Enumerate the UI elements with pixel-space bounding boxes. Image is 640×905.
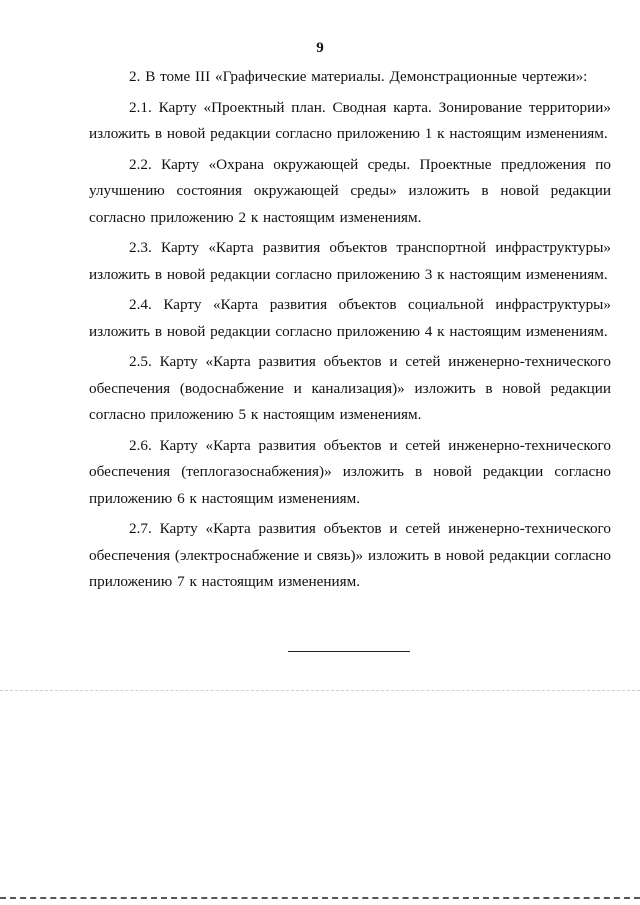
paragraph-2-4: 2.4. Карту «Карта развития объектов социальной инфраструктуры» изложить в новой редакции согласно приложению 4 к настоящим изменениям. [89,296,611,340]
page-number: 9 [316,40,324,56]
paragraph-2-3: 2.3. Карту «Карта развития объектов транспортной инфраструктуры» изложить в новой редакции согласно приложению 3 к настоящим изменениям. [89,239,611,283]
scan-bottom-edge [0,897,640,899]
document-body [89,64,611,600]
paragraph-2-7: 2.7. Карту «Карта развития объектов и сетей инженерно-технического обеспечения (электроснабжение и связь)» изложить в новой редакции согласно приложению 7 к настоящим изменениям. [89,520,611,590]
paragraph-2-6: 2.6. Карту «Карта развития объектов и сетей инженерно-технического обеспечения (теплогазоснабжения)» изложить в новой редакции согласно приложению 6 к настоящим изменениям. [89,436,611,507]
paragraph-2-5: 2.5. Карту «Карта развития объектов и сетей инженерно-технического обеспечения (водоснабжение и канализация)» изложить в новой редакции согласно приложению 5 к настоящим изменениям. [89,353,611,423]
closing-rule [288,651,410,652]
scan-artifact-line [0,690,640,691]
paragraph-2-1: 2.1. Карту «Проектный план. Сводная карта. Зонирование территории» изложить в новой редакции согласно приложению 1 к настоящим изменениям. [89,98,611,142]
paragraph-2-2: 2.2. Карту «Охрана окружающей среды. Проектные предложения по улучшению состояния окружающей среды» изложить в новой редакции согласно приложению 2 к настоящим изменениям. [89,155,611,226]
paragraph-2: 2. В томе III «Графические материалы. Демонстрационные чертежи»: [129,68,588,85]
